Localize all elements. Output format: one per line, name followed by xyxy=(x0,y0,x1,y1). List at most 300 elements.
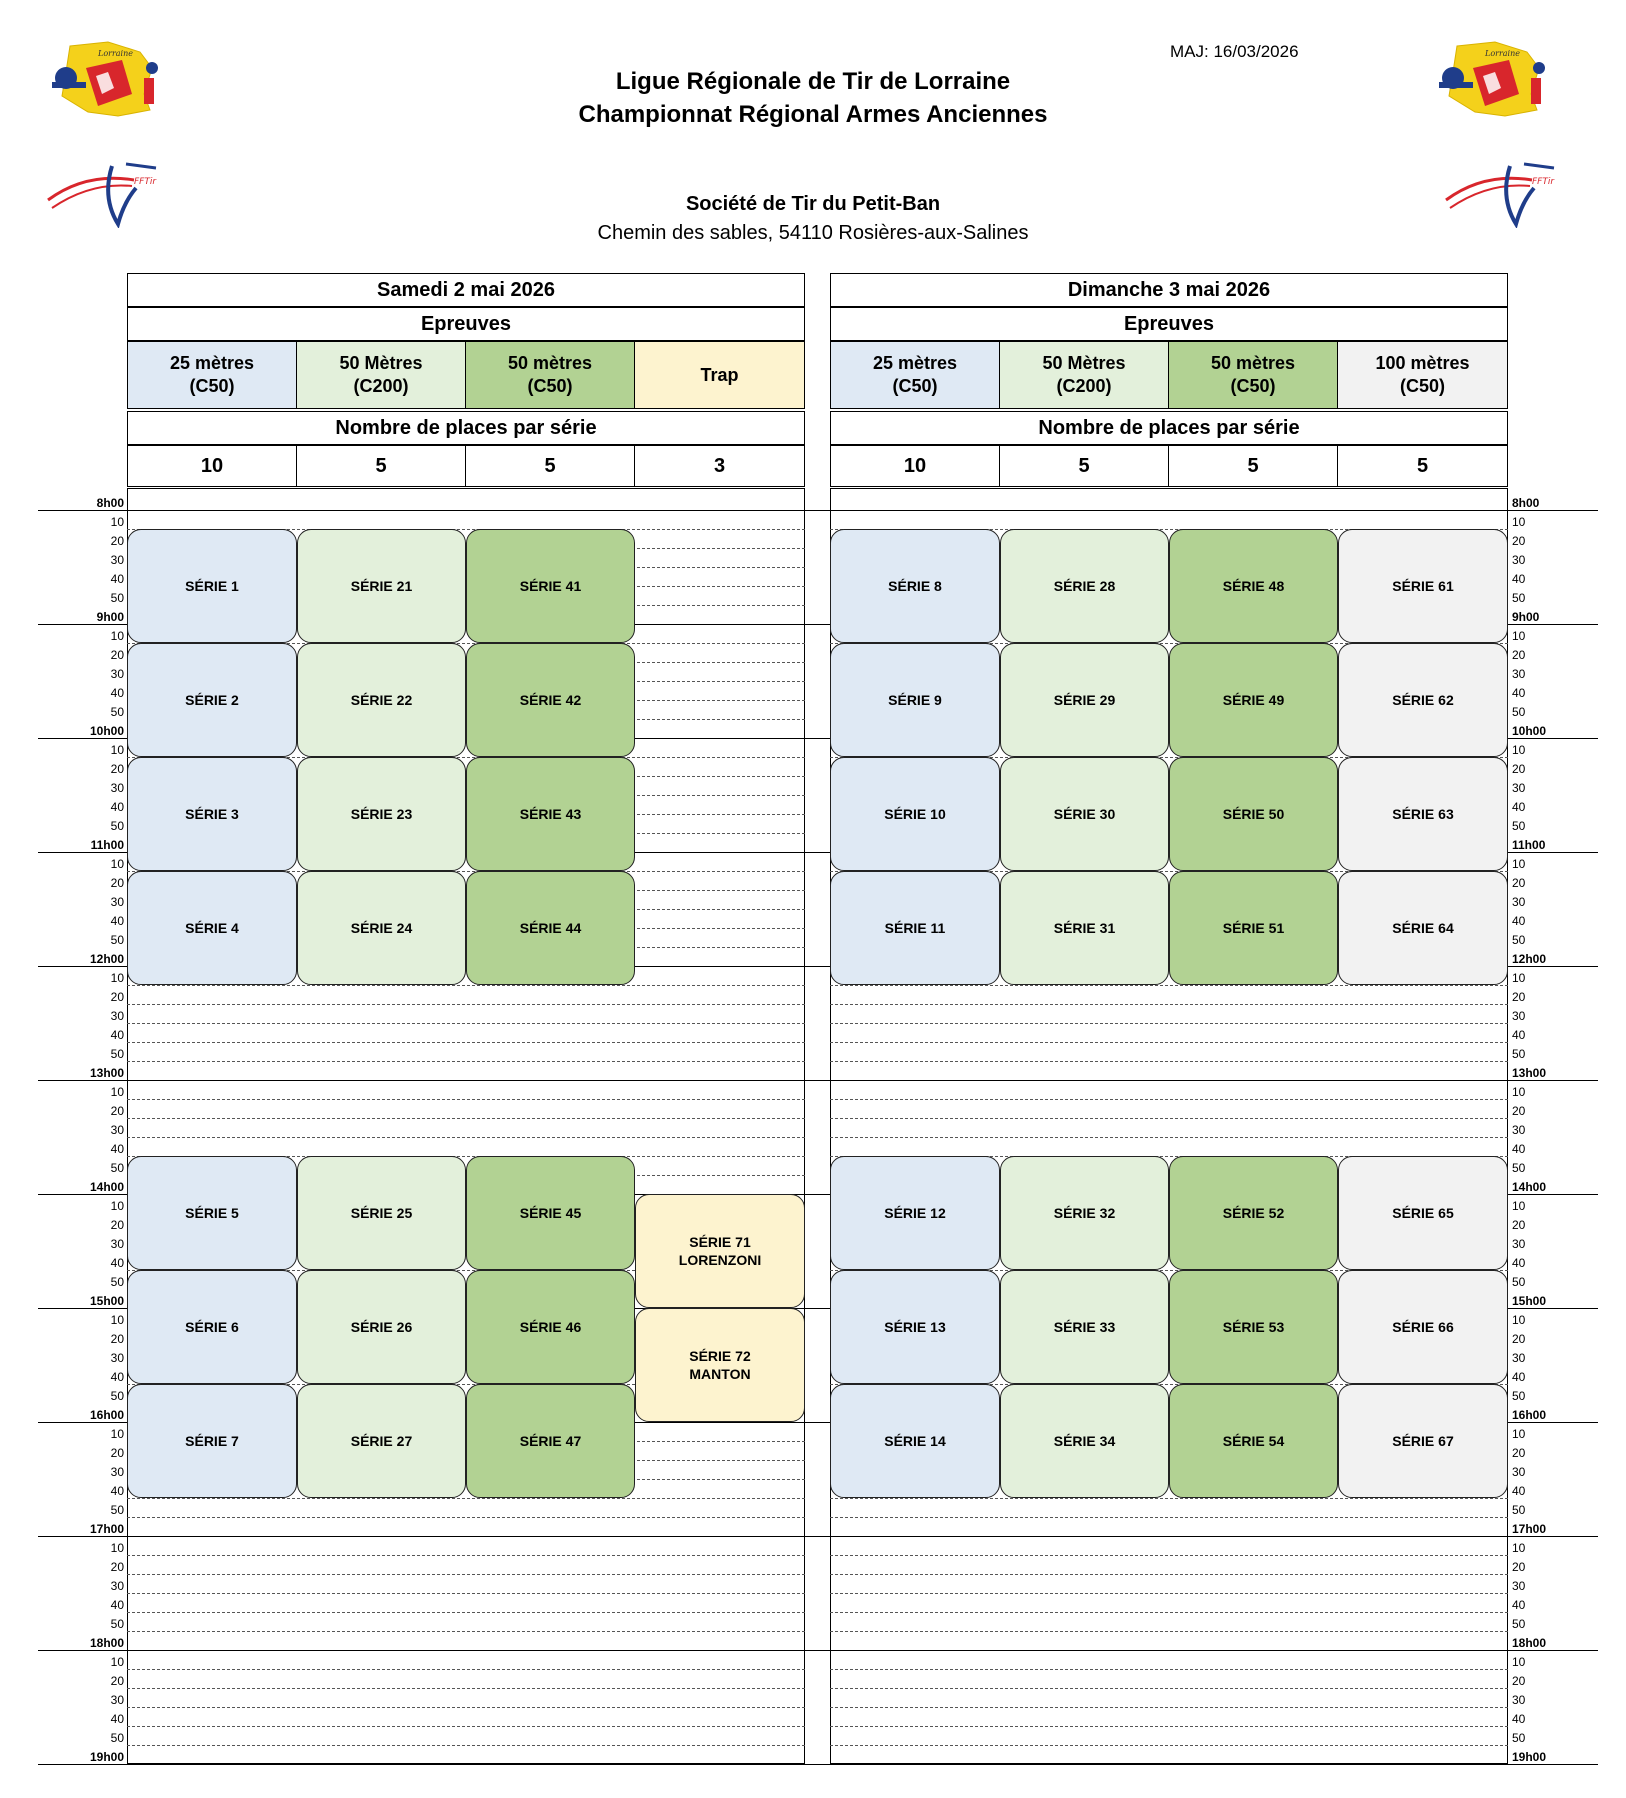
time-tick-minute-right: 40 xyxy=(1512,572,1526,586)
serie-label: SÉRIE 26 xyxy=(350,1319,413,1335)
serie-label: SÉRIE 27 xyxy=(350,1433,413,1449)
day-date-samedi: Samedi 2 mai 2026 xyxy=(127,273,805,307)
time-tick-hour-left: 12h00 xyxy=(89,952,124,966)
minute-line xyxy=(127,1612,805,1613)
epreuves-label-dimanche: Epreuves xyxy=(830,307,1508,341)
time-tick-minute-right: 10 xyxy=(1512,857,1526,871)
serie-label: SÉRIE 64 xyxy=(1392,920,1454,936)
serie-block[interactable] xyxy=(127,871,297,985)
serie-block[interactable] xyxy=(297,1384,466,1498)
serie-block[interactable] xyxy=(1000,1384,1169,1498)
minute-line xyxy=(127,1688,805,1689)
serie-block[interactable] xyxy=(830,871,1000,985)
time-tick-minute-right: 20 xyxy=(1512,534,1526,548)
serie-block[interactable] xyxy=(297,1270,466,1384)
serie-block[interactable] xyxy=(127,1270,297,1384)
time-tick-minute-left: 40 xyxy=(110,1256,124,1270)
time-tick-minute-left: 10 xyxy=(110,1313,124,1327)
serie-block[interactable] xyxy=(297,643,466,757)
serie-label: SÉRIE 53 xyxy=(1222,1319,1285,1335)
time-tick-minute-right: 30 xyxy=(1512,781,1526,795)
serie-label: SÉRIE 45 xyxy=(519,1205,582,1221)
time-tick-minute-right: 20 xyxy=(1512,762,1526,776)
serie-block[interactable] xyxy=(1000,529,1169,643)
serie-block[interactable] xyxy=(1338,757,1508,871)
minute-line xyxy=(127,1137,805,1138)
time-tick-minute-left: 10 xyxy=(110,1427,124,1441)
time-tick-hour-right: 15h00 xyxy=(1512,1294,1547,1308)
serie-label: SÉRIE 33 xyxy=(1053,1319,1116,1335)
minute-line xyxy=(127,1555,805,1556)
places-samedi-2: 5 xyxy=(465,445,635,487)
time-tick-minute-left: 30 xyxy=(110,1579,124,1593)
time-tick-minute-right: 50 xyxy=(1512,1275,1526,1289)
time-tick-minute-right: 10 xyxy=(1512,743,1526,757)
time-tick-minute-left: 10 xyxy=(110,971,124,985)
time-tick-minute-right: 40 xyxy=(1512,1256,1526,1270)
time-tick-minute-left: 10 xyxy=(110,743,124,757)
serie-label: SÉRIE 14 xyxy=(884,1433,946,1449)
places-label-dimanche: Nombre de places par série xyxy=(830,411,1508,445)
time-tick-minute-right: 10 xyxy=(1512,1427,1526,1441)
epreuve-dimanche-0: 25 mètres (C50) xyxy=(830,341,1000,409)
serie-block[interactable] xyxy=(1169,871,1338,985)
serie-block[interactable] xyxy=(1169,643,1338,757)
time-tick-hour-right: 9h00 xyxy=(1512,610,1540,624)
time-tick-minute-left: 50 xyxy=(110,819,124,833)
time-tick-minute-left: 20 xyxy=(110,1104,124,1118)
serie-label: SÉRIE 54 xyxy=(1222,1433,1285,1449)
time-tick-minute-right: 20 xyxy=(1512,876,1526,890)
serie-label: SÉRIE 46 xyxy=(519,1319,582,1335)
serie-label: SÉRIE 13 xyxy=(884,1319,946,1335)
time-tick-minute-right: 40 xyxy=(1512,1712,1526,1726)
time-tick-minute-right: 50 xyxy=(1512,1617,1526,1631)
time-tick-minute-right: 30 xyxy=(1512,1693,1526,1707)
serie-block[interactable] xyxy=(127,1384,297,1498)
places-samedi-1: 5 xyxy=(296,445,466,487)
minute-line xyxy=(127,1631,805,1632)
time-tick-minute-left: 10 xyxy=(110,1655,124,1669)
time-tick-minute-left: 10 xyxy=(110,629,124,643)
time-tick-minute-left: 30 xyxy=(110,1123,124,1137)
serie-block[interactable] xyxy=(1169,1384,1338,1498)
hour-line xyxy=(38,1536,1598,1537)
time-tick-minute-right: 10 xyxy=(1512,1085,1526,1099)
time-tick-minute-right: 30 xyxy=(1512,1351,1526,1365)
time-tick-minute-left: 10 xyxy=(110,1541,124,1555)
minute-line xyxy=(830,1745,1508,1746)
serie-block[interactable] xyxy=(127,757,297,871)
time-tick-hour-left: 18h00 xyxy=(89,1636,124,1650)
time-tick-minute-left: 20 xyxy=(110,990,124,1004)
serie-label: SÉRIE 10 xyxy=(884,806,946,822)
time-tick-minute-right: 50 xyxy=(1512,1047,1526,1061)
serie-label: SÉRIE 28 xyxy=(1053,578,1116,594)
time-tick-minute-left: 30 xyxy=(110,1693,124,1707)
time-tick-hour-right: 10h00 xyxy=(1512,724,1547,738)
time-tick-hour-left: 10h00 xyxy=(89,724,124,738)
logo-text: Lorraine xyxy=(1485,49,1520,58)
places-samedi-0: 10 xyxy=(127,445,297,487)
update-date: MAJ: 16/03/2026 xyxy=(1170,42,1299,61)
places-dimanche-3: 5 xyxy=(1337,445,1508,487)
serie-label: SÉRIE 1 xyxy=(185,578,239,594)
serie-label: SÉRIE 30 xyxy=(1053,806,1116,822)
epreuve-dimanche-1: 50 Mètres (C200) xyxy=(999,341,1169,409)
serie-block[interactable] xyxy=(830,1384,1000,1498)
serie-block[interactable] xyxy=(1000,643,1169,757)
time-tick-minute-left: 20 xyxy=(110,1218,124,1232)
serie-block[interactable] xyxy=(466,1156,635,1270)
epreuve-samedi-2: 50 mètres (C50) xyxy=(465,341,635,409)
time-tick-minute-right: 50 xyxy=(1512,819,1526,833)
time-tick-hour-left: 9h00 xyxy=(96,610,124,624)
time-tick-minute-right: 50 xyxy=(1512,591,1526,605)
time-tick-minute-left: 40 xyxy=(110,686,124,700)
time-tick-minute-right: 20 xyxy=(1512,1446,1526,1460)
time-tick-minute-right: 10 xyxy=(1512,1541,1526,1555)
serie-label: SÉRIE 43 xyxy=(519,806,582,822)
logo-text: FFTir xyxy=(134,177,157,187)
serie-block[interactable] xyxy=(1000,1270,1169,1384)
serie-label: SÉRIE 47 xyxy=(519,1433,582,1449)
logo-text: FFTir xyxy=(1532,177,1555,187)
serie-block[interactable] xyxy=(127,1156,297,1270)
time-tick-minute-right: 40 xyxy=(1512,1370,1526,1384)
minute-line xyxy=(830,1023,1508,1024)
time-tick-minute-left: 50 xyxy=(110,1503,124,1517)
epreuve-samedi-0: 25 mètres (C50) xyxy=(127,341,297,409)
day-date-dimanche: Dimanche 3 mai 2026 xyxy=(830,273,1508,307)
club-name: Société de Tir du Petit-Ban xyxy=(685,193,941,215)
time-tick-minute-left: 50 xyxy=(110,1731,124,1745)
minute-line xyxy=(127,1745,805,1746)
serie-block[interactable] xyxy=(830,529,1000,643)
minute-line xyxy=(830,1726,1508,1727)
serie-label: SÉRIE 51 xyxy=(1222,920,1285,936)
serie-label: SÉRIE 67 xyxy=(1392,1433,1454,1449)
minute-line xyxy=(830,1137,1508,1138)
serie-label: SÉRIE 7 xyxy=(185,1433,239,1449)
serie-block[interactable] xyxy=(1338,1384,1508,1498)
epreuves-label-samedi: Epreuves xyxy=(127,307,805,341)
serie-block[interactable] xyxy=(466,1384,635,1498)
minute-line xyxy=(830,1004,1508,1005)
time-tick-minute-left: 50 xyxy=(110,1161,124,1175)
time-tick-hour-left: 16h00 xyxy=(89,1408,124,1422)
time-tick-minute-left: 30 xyxy=(110,781,124,795)
serie-block[interactable] xyxy=(297,871,466,985)
serie-block[interactable] xyxy=(127,529,297,643)
serie-label: SÉRIE 2 xyxy=(185,692,239,708)
time-tick-minute-right: 40 xyxy=(1512,1028,1526,1042)
serie-block[interactable] xyxy=(830,1156,1000,1270)
time-tick-hour-left: 13h00 xyxy=(89,1066,124,1080)
time-tick-minute-left: 20 xyxy=(110,762,124,776)
serie-block[interactable] xyxy=(466,757,635,871)
serie-label: SÉRIE 61 xyxy=(1392,578,1454,594)
minute-line xyxy=(127,1061,805,1062)
serie-block[interactable] xyxy=(466,871,635,985)
minute-line xyxy=(127,1498,805,1499)
serie-block[interactable] xyxy=(1000,757,1169,871)
time-tick-minute-left: 30 xyxy=(110,895,124,909)
epreuve-samedi-1: 50 Mètres (C200) xyxy=(296,341,466,409)
minute-line xyxy=(830,1099,1508,1100)
serie-label: SÉRIE 3 xyxy=(185,806,239,822)
time-tick-minute-right: 10 xyxy=(1512,1655,1526,1669)
minute-line xyxy=(830,1688,1508,1689)
serie-sublabel: LORENZONI xyxy=(678,1252,762,1268)
time-tick-hour-left: 19h00 xyxy=(89,1750,124,1764)
serie-block[interactable] xyxy=(297,757,466,871)
time-tick-minute-right: 40 xyxy=(1512,1484,1526,1498)
serie-label: SÉRIE 11 xyxy=(884,920,946,936)
time-tick-minute-right: 50 xyxy=(1512,1161,1526,1175)
time-tick-minute-left: 20 xyxy=(110,1446,124,1460)
serie-block[interactable] xyxy=(1338,871,1508,985)
minute-line xyxy=(830,1061,1508,1062)
serie-label: SÉRIE 23 xyxy=(350,806,413,822)
time-tick-minute-left: 50 xyxy=(110,591,124,605)
time-tick-minute-right: 30 xyxy=(1512,895,1526,909)
time-tick-hour-left: 15h00 xyxy=(89,1294,124,1308)
hour-line xyxy=(38,1650,1598,1651)
serie-block[interactable] xyxy=(830,757,1000,871)
serie-label: SÉRIE 65 xyxy=(1392,1205,1454,1221)
time-tick-minute-right: 20 xyxy=(1512,1218,1526,1232)
serie-block[interactable] xyxy=(635,1308,805,1422)
serie-label: SÉRIE 72 xyxy=(689,1348,751,1364)
minute-line xyxy=(830,1707,1508,1708)
time-tick-minute-right: 40 xyxy=(1512,1598,1526,1612)
time-tick-minute-right: 50 xyxy=(1512,705,1526,719)
places-label-samedi: Nombre de places par série xyxy=(127,411,805,445)
serie-block[interactable] xyxy=(466,1270,635,1384)
time-tick-minute-left: 40 xyxy=(110,914,124,928)
minute-line xyxy=(830,1612,1508,1613)
serie-label: SÉRIE 29 xyxy=(1053,692,1116,708)
serie-label: SÉRIE 21 xyxy=(350,578,413,594)
minute-line xyxy=(127,1118,805,1119)
serie-block[interactable] xyxy=(1000,1156,1169,1270)
serie-label: SÉRIE 25 xyxy=(350,1205,413,1221)
minute-line xyxy=(830,1669,1508,1670)
serie-label: SÉRIE 6 xyxy=(185,1319,239,1335)
epreuve-dimanche-2: 50 mètres (C50) xyxy=(1168,341,1338,409)
time-tick-minute-right: 10 xyxy=(1512,1199,1526,1213)
serie-block[interactable] xyxy=(1338,1156,1508,1270)
time-tick-minute-right: 30 xyxy=(1512,1465,1526,1479)
time-tick-minute-left: 40 xyxy=(110,1484,124,1498)
time-tick-hour-right: 19h00 xyxy=(1512,1750,1547,1764)
time-tick-minute-left: 40 xyxy=(110,1028,124,1042)
time-tick-minute-left: 30 xyxy=(110,1237,124,1251)
minute-line xyxy=(127,985,805,986)
time-tick-minute-left: 50 xyxy=(110,705,124,719)
epreuve-samedi-3: Trap xyxy=(634,341,805,409)
time-tick-minute-right: 50 xyxy=(1512,1389,1526,1403)
time-tick-minute-left: 40 xyxy=(110,572,124,586)
fftir-logo-right xyxy=(1444,158,1562,228)
serie-block[interactable] xyxy=(297,529,466,643)
time-tick-minute-left: 20 xyxy=(110,648,124,662)
serie-block[interactable] xyxy=(1338,1270,1508,1384)
serie-block[interactable] xyxy=(466,643,635,757)
time-tick-minute-left: 30 xyxy=(110,1351,124,1365)
serie-label: SÉRIE 4 xyxy=(185,920,239,936)
minute-line xyxy=(830,1555,1508,1556)
time-tick-minute-left: 40 xyxy=(110,1598,124,1612)
time-tick-minute-left: 30 xyxy=(110,553,124,567)
serie-block[interactable] xyxy=(830,1270,1000,1384)
time-tick-minute-left: 30 xyxy=(110,667,124,681)
time-tick-minute-right: 30 xyxy=(1512,1123,1526,1137)
minute-line xyxy=(127,1004,805,1005)
logo-text: Lorraine xyxy=(98,49,133,58)
time-tick-minute-right: 20 xyxy=(1512,1104,1526,1118)
minute-line xyxy=(127,1099,805,1100)
places-samedi-3: 3 xyxy=(634,445,805,487)
serie-label: SÉRIE 9 xyxy=(888,692,942,708)
minute-line xyxy=(127,1707,805,1708)
time-tick-minute-left: 40 xyxy=(110,1370,124,1384)
time-tick-hour-right: 8h00 xyxy=(1512,496,1540,510)
serie-label: SÉRIE 32 xyxy=(1053,1205,1116,1221)
time-tick-hour-left: 8h00 xyxy=(96,496,124,510)
serie-label: SÉRIE 52 xyxy=(1222,1205,1285,1221)
time-tick-hour-right: 17h00 xyxy=(1512,1522,1547,1536)
serie-label: SÉRIE 44 xyxy=(519,920,582,936)
minute-line xyxy=(127,1042,805,1043)
serie-label: SÉRIE 66 xyxy=(1392,1319,1454,1335)
time-tick-minute-left: 10 xyxy=(110,1199,124,1213)
minute-line xyxy=(830,1042,1508,1043)
serie-label: SÉRIE 41 xyxy=(519,578,582,594)
time-tick-minute-right: 20 xyxy=(1512,1332,1526,1346)
time-tick-minute-right: 20 xyxy=(1512,648,1526,662)
time-tick-minute-left: 20 xyxy=(110,1332,124,1346)
time-tick-minute-left: 10 xyxy=(110,857,124,871)
serie-label: SÉRIE 22 xyxy=(350,692,413,708)
time-tick-minute-left: 50 xyxy=(110,933,124,947)
serie-label: SÉRIE 24 xyxy=(350,920,413,936)
time-tick-minute-left: 50 xyxy=(110,1617,124,1631)
time-tick-hour-right: 16h00 xyxy=(1512,1408,1547,1422)
serie-block[interactable] xyxy=(1338,529,1508,643)
ligue-lorraine-logo-right xyxy=(1435,38,1553,122)
serie-label: SÉRIE 71 xyxy=(689,1234,751,1250)
serie-label: SÉRIE 48 xyxy=(1222,578,1285,594)
time-tick-hour-right: 13h00 xyxy=(1512,1066,1547,1080)
minute-line xyxy=(830,985,1508,986)
time-tick-minute-left: 50 xyxy=(110,1047,124,1061)
time-tick-minute-right: 30 xyxy=(1512,1009,1526,1023)
time-tick-minute-left: 30 xyxy=(110,1465,124,1479)
serie-block[interactable] xyxy=(466,529,635,643)
time-tick-minute-left: 10 xyxy=(110,1085,124,1099)
serie-label: SÉRIE 34 xyxy=(1053,1433,1116,1449)
serie-block[interactable] xyxy=(297,1156,466,1270)
time-tick-minute-right: 30 xyxy=(1512,1579,1526,1593)
time-tick-minute-left: 20 xyxy=(110,1674,124,1688)
serie-label: SÉRIE 63 xyxy=(1392,806,1454,822)
time-tick-minute-right: 50 xyxy=(1512,1503,1526,1517)
time-tick-hour-right: 14h00 xyxy=(1512,1180,1547,1194)
minute-line xyxy=(830,1593,1508,1594)
minute-line xyxy=(830,1517,1508,1518)
minute-line xyxy=(127,1726,805,1727)
time-tick-minute-left: 40 xyxy=(110,1142,124,1156)
minute-line xyxy=(830,1118,1508,1119)
serie-sublabel: MANTON xyxy=(689,1366,751,1382)
time-tick-minute-right: 50 xyxy=(1512,1731,1526,1745)
serie-label: SÉRIE 5 xyxy=(185,1205,239,1221)
time-tick-hour-left: 11h00 xyxy=(90,838,124,852)
page-title-line1: Ligue Régionale de Tir de Lorraine xyxy=(615,68,1011,95)
serie-label: SÉRIE 49 xyxy=(1222,692,1285,708)
serie-block[interactable] xyxy=(1169,1270,1338,1384)
time-tick-hour-right: 11h00 xyxy=(1512,838,1546,852)
minute-line xyxy=(127,1574,805,1575)
minute-line xyxy=(127,1669,805,1670)
time-tick-minute-left: 30 xyxy=(110,1009,124,1023)
serie-block[interactable] xyxy=(1169,1156,1338,1270)
hour-line xyxy=(38,1764,1598,1765)
page-title-line2: Championnat Régional Armes Anciennes xyxy=(578,101,1048,127)
time-tick-minute-left: 10 xyxy=(110,515,124,529)
time-tick-minute-right: 30 xyxy=(1512,1237,1526,1251)
minute-line xyxy=(127,1023,805,1024)
time-tick-minute-right: 20 xyxy=(1512,1560,1526,1574)
serie-block[interactable] xyxy=(1338,643,1508,757)
time-tick-minute-right: 40 xyxy=(1512,914,1526,928)
time-tick-minute-left: 20 xyxy=(110,876,124,890)
serie-label: SÉRIE 31 xyxy=(1053,920,1116,936)
time-tick-minute-left: 40 xyxy=(110,1712,124,1726)
time-tick-hour-left: 14h00 xyxy=(89,1180,124,1194)
serie-block[interactable] xyxy=(830,643,1000,757)
time-tick-minute-right: 40 xyxy=(1512,686,1526,700)
minute-line xyxy=(127,1517,805,1518)
serie-block[interactable] xyxy=(1169,529,1338,643)
serie-label: SÉRIE 62 xyxy=(1392,692,1454,708)
serie-block[interactable] xyxy=(635,1194,805,1308)
time-tick-minute-right: 40 xyxy=(1512,800,1526,814)
serie-label: SÉRIE 50 xyxy=(1222,806,1285,822)
ligue-lorraine-logo-left xyxy=(48,38,166,122)
serie-block[interactable] xyxy=(1000,871,1169,985)
time-tick-minute-left: 20 xyxy=(110,534,124,548)
time-tick-minute-right: 20 xyxy=(1512,990,1526,1004)
places-dimanche-1: 5 xyxy=(999,445,1169,487)
serie-block[interactable] xyxy=(1169,757,1338,871)
time-tick-minute-right: 10 xyxy=(1512,629,1526,643)
time-tick-minute-right: 10 xyxy=(1512,515,1526,529)
hour-line xyxy=(38,510,1598,511)
time-tick-minute-right: 10 xyxy=(1512,971,1526,985)
time-tick-minute-right: 10 xyxy=(1512,1313,1526,1327)
time-tick-minute-left: 20 xyxy=(110,1560,124,1574)
time-tick-hour-right: 12h00 xyxy=(1512,952,1547,966)
minute-line xyxy=(830,1574,1508,1575)
serie-label: SÉRIE 12 xyxy=(884,1205,946,1221)
club-address: Chemin des sables, 54110 Rosières-aux-Salines xyxy=(597,222,1029,244)
time-tick-minute-left: 50 xyxy=(110,1275,124,1289)
serie-block[interactable] xyxy=(127,643,297,757)
time-tick-hour-left: 17h00 xyxy=(89,1522,124,1536)
